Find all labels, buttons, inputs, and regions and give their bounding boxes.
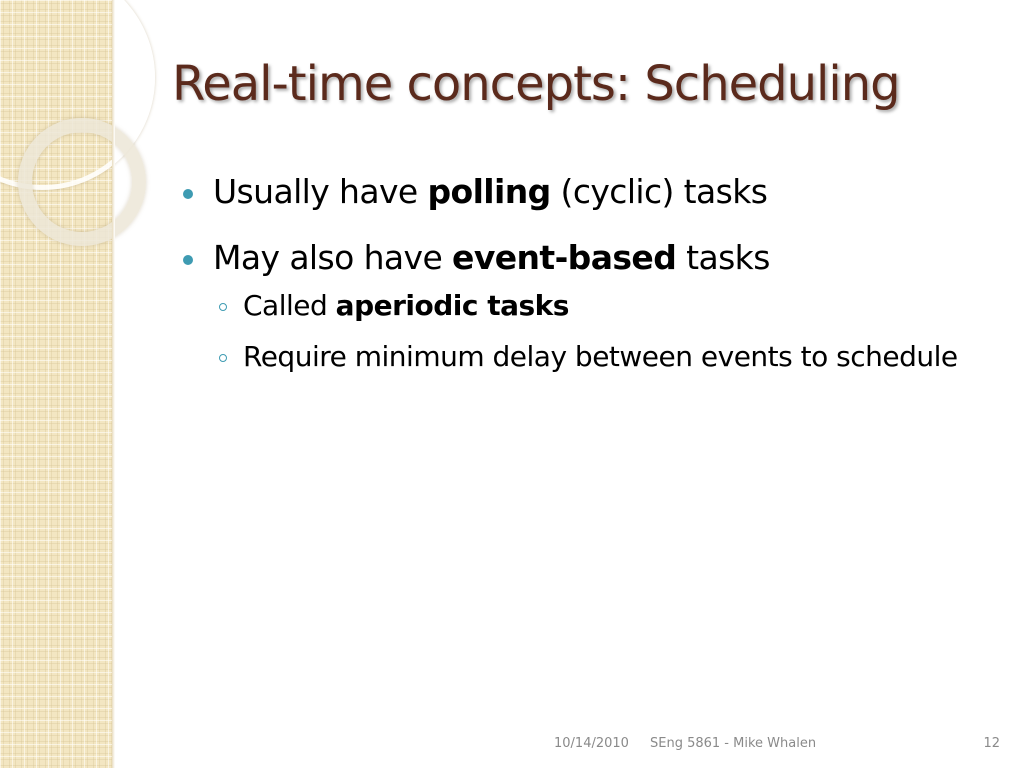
bullet-text-bold: event-based — [452, 237, 677, 277]
footer-course: SEng 5861 - Mike Whalen — [650, 736, 817, 751]
bullet-item — [180, 238, 960, 278]
slide-content — [180, 172, 960, 392]
sub-bullet-item — [243, 340, 960, 374]
hollow-circle-bullet-icon — [219, 354, 227, 362]
footer-date: 10/14/2010 — [554, 736, 629, 751]
sub-bullet-text-prefix: Called — [243, 289, 336, 323]
bullet-text-suffix: tasks — [676, 237, 770, 277]
filled-circle-bullet-icon — [183, 189, 193, 199]
side-panel-edge — [112, 0, 115, 768]
bullet-item — [180, 172, 960, 212]
slide-title: Real-time concepts: Scheduling — [172, 56, 900, 112]
footer-page-number: 12 — [983, 736, 1000, 751]
sub-bullet-text-bold: aperiodic tasks — [335, 289, 569, 323]
sub-bullet-text: Require minimum delay between events to schedule — [243, 340, 958, 374]
bullet-text-prefix: Usually have — [213, 172, 428, 211]
decorative-side-panel — [0, 0, 112, 768]
bullet-text-bold: polling — [427, 172, 551, 211]
filled-circle-bullet-icon — [183, 255, 193, 265]
bullet-text-prefix: May also have — [213, 237, 453, 277]
hollow-circle-bullet-icon — [219, 303, 227, 311]
bullet-text-suffix: (cyclic) tasks — [550, 172, 768, 211]
sub-bullet-item — [243, 289, 960, 323]
decorative-ring-small — [18, 118, 146, 246]
